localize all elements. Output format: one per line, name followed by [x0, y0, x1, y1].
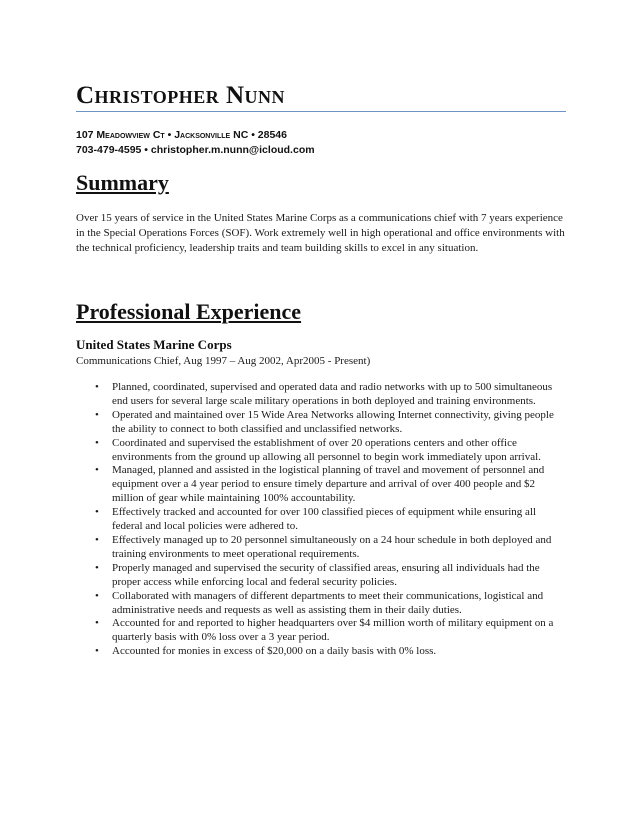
bullet-icon: •	[95, 408, 99, 421]
list-item	[95, 534, 555, 562]
bullet-icon: •	[95, 506, 99, 519]
bullet-icon: •	[95, 561, 99, 574]
name-divider	[76, 111, 566, 112]
list-item	[95, 562, 555, 590]
summary-heading: Summary	[76, 170, 169, 195]
duty-text: Collaborated with managers of different departments to meet their communications, logistical and administrative needs and requests as well as assisting them in their daily duties.	[112, 589, 544, 616]
summary-text: Over 15 years of service in the United States Marine Corps as a communications chief with 7 years experience in the Special Operations Forces (SOF). Work extremely well in high operational and office environments with the technical proficiency, leadership traits and team building skills to excel in any situation.	[76, 212, 565, 254]
list-item	[95, 409, 555, 437]
duty-text: Coordinated and supervised the establishment of over 20 operations centers and other office environments from the ground up allowing all personnel to begin work immediately upon arrival.	[112, 436, 541, 463]
job-role: Communications Chief, Aug 1997 – Aug 2002, Apr2005 - Present)	[76, 355, 371, 367]
duty-text: Accounted for monies in excess of $20,000 on a daily basis with 0% loss.	[112, 645, 437, 658]
duties-list	[95, 381, 555, 659]
contact-phone-email: 703-479-4595 • christopher.m.nunn@icloud.com	[76, 144, 315, 156]
list-item	[95, 437, 555, 465]
duty-text: Planned, coordinated, supervised and operated data and radio networks with up to 500 simultaneous end users for several large scale military operations in both deployed and training environments.	[112, 381, 553, 407]
duty-text: Operated and maintained over 15 Wide Area Networks allowing Internet connectivity, giving people the ability to connect to both classified and unclassified networks.	[112, 408, 554, 435]
experience-heading: Professional Experience	[76, 299, 302, 324]
bullet-icon: •	[95, 617, 99, 630]
list-item	[95, 645, 555, 659]
duty-text: Properly managed and supervised the security of classified areas, ensuring all individuals had the proper access while enforcing local and federal security policies.	[112, 561, 540, 588]
candidate-name: Christopher Nunn	[76, 82, 286, 109]
bullet-icon: •	[95, 436, 99, 449]
list-item	[95, 506, 555, 534]
list-item	[95, 381, 555, 409]
bullet-icon: •	[95, 589, 99, 602]
bullet-icon: •	[95, 464, 99, 477]
bullet-icon: •	[95, 533, 99, 546]
employer-name: United States Marine Corps	[76, 337, 232, 352]
bullet-icon: •	[95, 381, 99, 393]
list-item	[95, 590, 555, 618]
list-item	[95, 464, 555, 506]
duty-text: Effectively managed up to 20 personnel simultaneously on a 24 hour schedule in both deployed and training environments to meet operational requirements.	[112, 533, 552, 560]
duty-text: Accounted for and reported to higher headquarters over $4 million worth of military equipment on a quarterly basis with 0% loss over a 3 year period.	[112, 617, 554, 644]
duty-text: Managed, planned and assisted in the logistical planning of travel and movement of personnel and equipment over a 4 year period to ensure timely departure and arrival of over 400 people and $2 million of gear while maintaining 100% accountability.	[112, 464, 545, 505]
contact-address: 107 Meadowview Ct • Jacksonville NC • 28546	[76, 129, 287, 141]
duty-text: Effectively tracked and accounted for over 100 classified pieces of equipment while ensuring all federal and local policies were adhered to.	[112, 506, 537, 533]
list-item	[95, 617, 555, 645]
bullet-icon: •	[95, 645, 99, 658]
